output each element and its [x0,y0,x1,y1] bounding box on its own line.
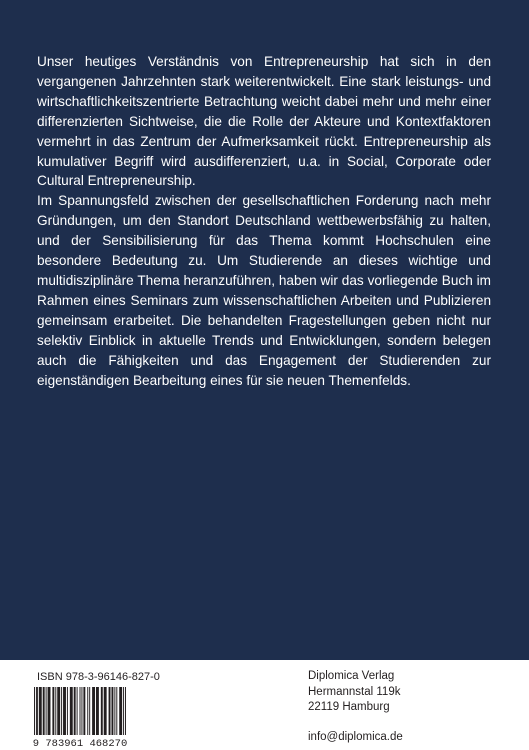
barcode-bar [89,687,90,735]
barcode-bar [87,687,88,735]
imprint-box [0,660,529,750]
barcode-bar [55,687,56,735]
isbn-label: ISBN 978-3-96146-827-0 [37,671,160,683]
barcode-bar [70,687,73,735]
barcode-bar [46,687,47,735]
barcode-bar [39,687,42,735]
barcode-bar [37,687,38,735]
barcode-bar [77,687,78,735]
barcode-bar [101,687,103,735]
barcode-bar [57,687,60,735]
publisher-city: 22119 Hamburg [308,701,390,714]
barcode-bar [67,687,68,735]
barcode-bar [63,687,66,735]
blurb-paragraph-1: Unser heutiges Verständnis von Entrepreneurship hat sich in den vergangenen Jahrzehnten stark weiterentwickelt. Eine stark leistungs- und wirtschaftlichkeitszentrierte Betrachtung weicht dabei mehr und mehr einer differenzierten Sichtweise, die die Rolle der Akteure und Kontextfaktoren vermehrt in das Zentrum der Aufmerksamkeit rückt. Entrepreneurship als kumulativer Begriff wird ausdifferenziert, u.a. in Social, Corporate oder Cultural Entrepreneurship. [37,54,491,189]
barcode-bar [119,687,122,735]
barcode-bar [80,687,81,735]
back-cover-blurb [37,52,491,390]
blurb-paragraph-2: Im Spannungsfeld zwischen der gesellschaftlichen Forderung nach mehr Gründungen, um den Standort Deutschland wettbewerbsfähig zu halten, und der Sensibilisierung für das Thema kommt Hochschulen eine besondere Bedeutung zu. Um Studierende an dieses wichtige und multidisziplinäre Thema heranzuführen, haben wir das vorliegende Buch im Rahmen eines Seminars zum wissenschaftlichen Arbeiten und Publizieren gemeinsam erarbeitet. Die behandelten Fragestellungen geben nicht nur selektiv Einblick in aktuelle Trends und Entwicklungen, sondern belegen auch die Fähigkeiten und das Engagement der Studierenden zur eigenständigen Bearbeitung eines für sie neuen Themenfelds. [37,193,491,388]
barcode-bar [123,687,124,735]
barcode-bar [74,687,76,735]
barcode-bar [36,687,37,735]
barcode-bar [96,687,99,735]
publisher-name: Diplomica Verlag [308,670,395,682]
barcode-bar [43,687,45,735]
barcode-bar [92,687,95,735]
barcode-bar [109,687,111,735]
barcode-bar [81,687,82,735]
barcode-bar [125,687,126,735]
barcode-bar [83,687,85,735]
barcode-bar [114,687,115,735]
barcode-bar [61,687,62,735]
publisher-street: Hermannstal 119k [308,685,401,698]
barcode-bar [116,687,117,735]
barcode-bar [111,687,113,735]
barcode-bar [48,687,51,735]
barcode-bar [52,687,54,735]
barcode-bar [104,687,107,735]
publisher-address [308,669,400,716]
barcode-bar [34,687,35,735]
barcode-digits: 9 783961 468270 [32,738,128,749]
publisher-email: info@diplomica.de [308,731,403,743]
barcode [24,687,136,749]
